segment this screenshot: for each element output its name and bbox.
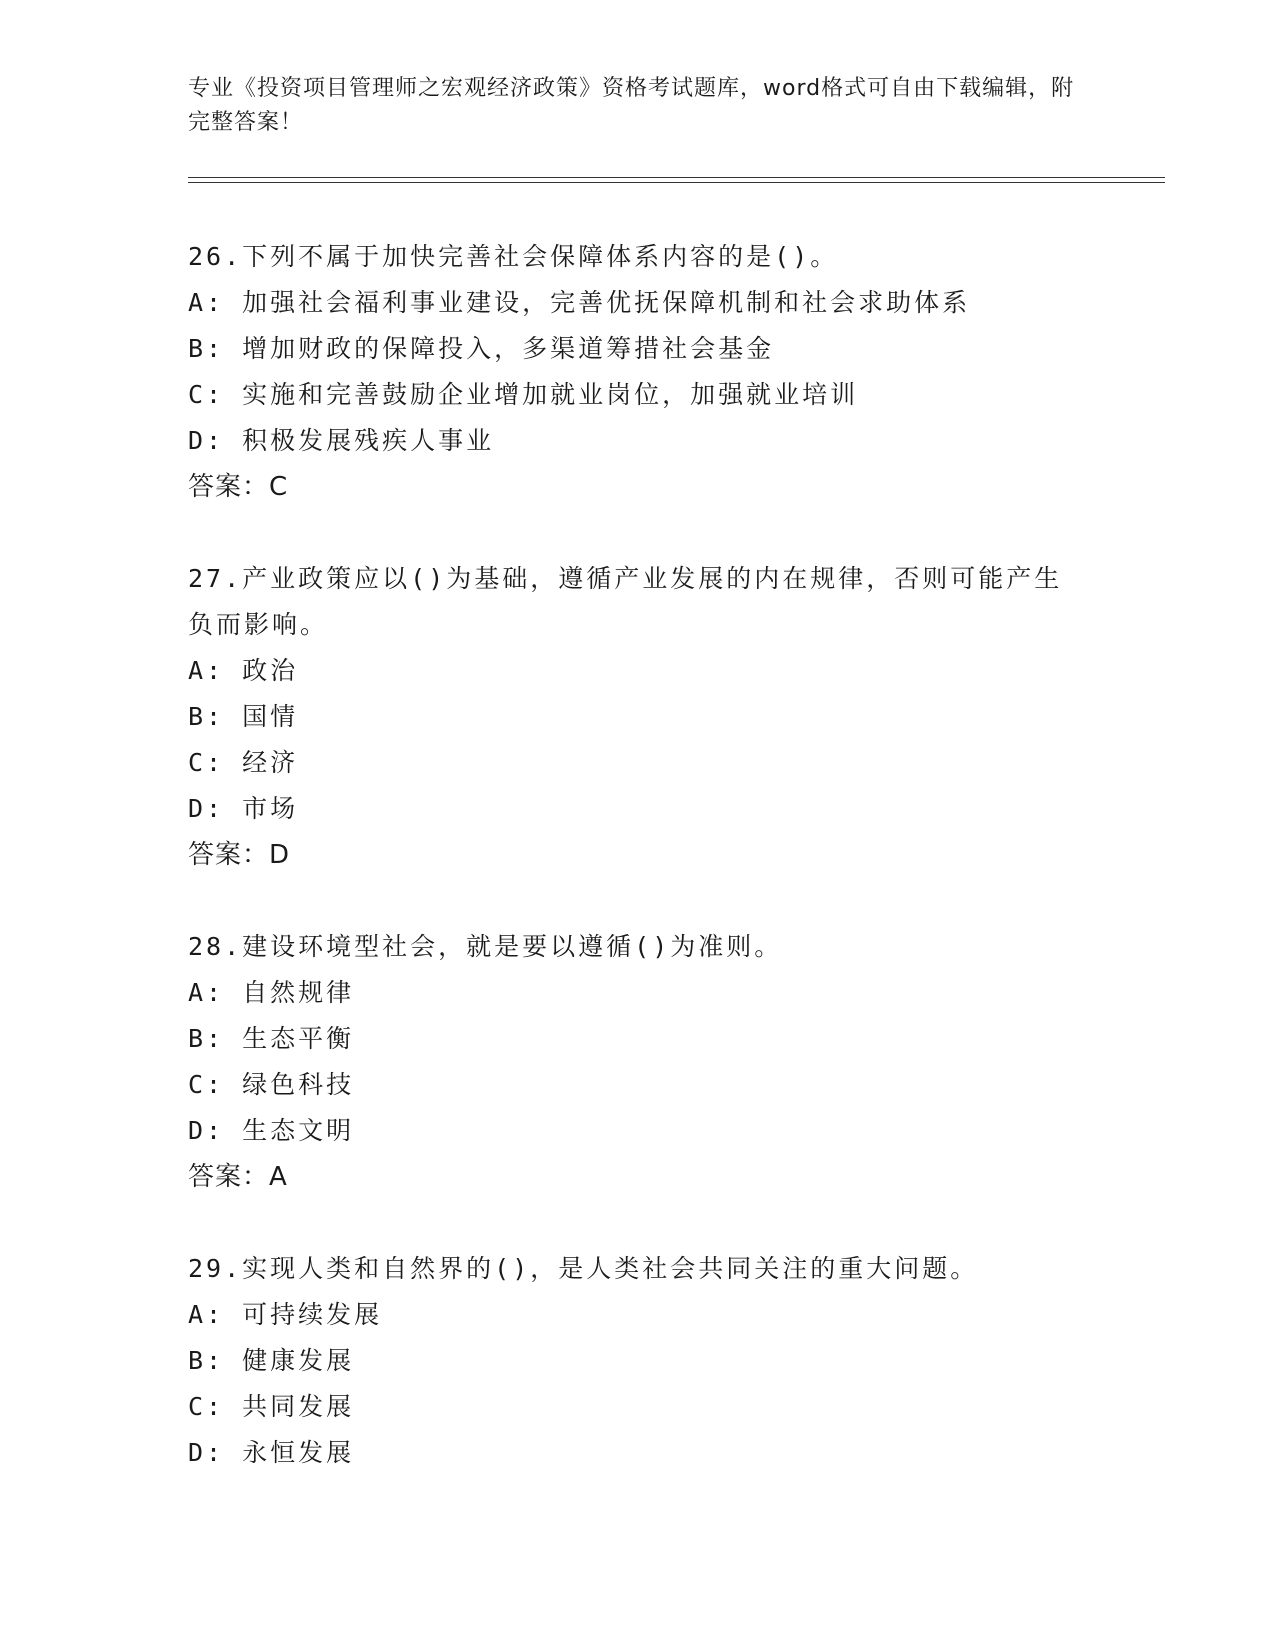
header-divider-bottom bbox=[188, 182, 1165, 183]
option-a: A: 自然规律 bbox=[188, 978, 355, 1007]
answer-text: 答案：A bbox=[188, 1162, 288, 1192]
option-b: B: 生态平衡 bbox=[188, 1024, 355, 1053]
option-c: C: 绿色科技 bbox=[188, 1070, 355, 1099]
option-d: D: 市场 bbox=[188, 794, 299, 823]
question-text: 28.建设环境型社会，就是要以遵循()为准则。 bbox=[188, 932, 783, 961]
option-a: A: 政治 bbox=[188, 656, 299, 685]
option-c: C: 经济 bbox=[188, 748, 299, 777]
question-text: 26.下列不属于加快完善社会保障体系内容的是()。 bbox=[188, 242, 839, 271]
question-text: 27.产业政策应以()为基础，遵循产业发展的内在规律，否则可能产生负而影响。 bbox=[188, 564, 1063, 639]
answer-text: 答案：C bbox=[188, 472, 289, 502]
question-27 bbox=[188, 556, 1088, 878]
option-b: B: 增加财政的保障投入，多渠道筹措社会基金 bbox=[188, 334, 775, 363]
question-28 bbox=[188, 924, 1088, 1200]
option-d: D: 永恒发展 bbox=[188, 1438, 355, 1467]
option-d: D: 积极发展残疾人事业 bbox=[188, 426, 495, 455]
document-intro: 专业《投资项目管理师之宏观经济政策》资格考试题库，word格式可自由下载编辑，附完整答案！ bbox=[188, 76, 1075, 135]
question-text: 29.实现人类和自然界的()，是人类社会共同关注的重大问题。 bbox=[188, 1254, 979, 1283]
option-a: A: 可持续发展 bbox=[188, 1300, 383, 1329]
option-a: A: 加强社会福利事业建设，完善优抚保障机制和社会求助体系 bbox=[188, 288, 971, 317]
option-d: D: 生态文明 bbox=[188, 1116, 355, 1145]
option-c: C: 共同发展 bbox=[188, 1392, 355, 1421]
answer-text: 答案：D bbox=[188, 840, 291, 870]
option-b: B: 国情 bbox=[188, 702, 299, 731]
header-divider-top bbox=[188, 177, 1165, 178]
option-c: C: 实施和完善鼓励企业增加就业岗位，加强就业培训 bbox=[188, 380, 859, 409]
question-29 bbox=[188, 1246, 1088, 1476]
question-26 bbox=[188, 234, 1088, 510]
option-b: B: 健康发展 bbox=[188, 1346, 355, 1375]
